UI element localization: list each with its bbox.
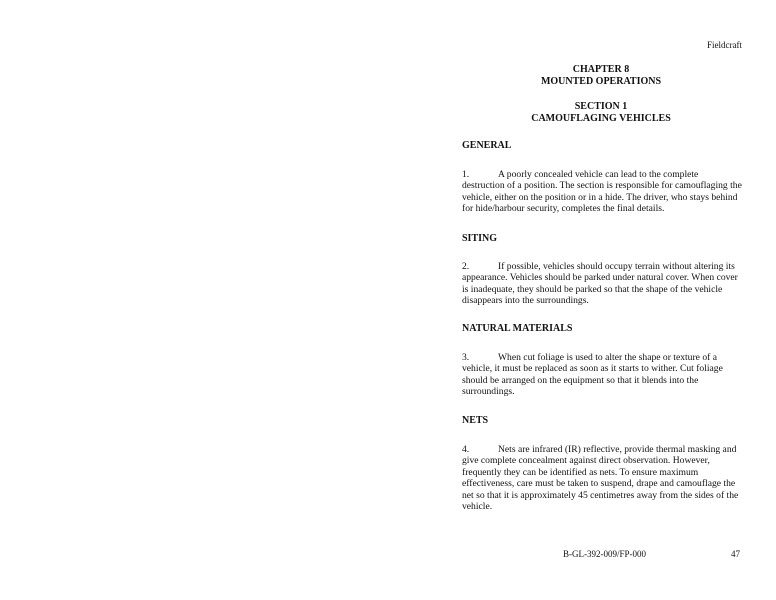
paragraph-4 <box>462 444 742 512</box>
section-title <box>462 101 740 125</box>
chapter-title <box>462 64 740 88</box>
page-number: 47 <box>731 549 740 559</box>
paragraph-number: 1. <box>462 169 470 180</box>
heading-siting: SITING <box>462 233 498 244</box>
paragraph-text: If possible, vehicles should occupy terrain without altering its appearance. Vehicles should be parked under natural cover. When cover is inadequate, they should be parked so that the shape of the vehicle disappears into the surroundings. <box>462 261 738 307</box>
paragraph-number: 3. <box>462 352 470 363</box>
paragraph-text: When cut foliage is used to alter the shape or texture of a vehicle, it must be replaced as soon as it starts to wither. Cut foliage should be arranged on the equipment so that it blends into the surroundings. <box>462 352 723 398</box>
document-code: B-GL-392-009/FP-000 <box>563 549 646 559</box>
running-head: Fieldcraft <box>707 40 742 50</box>
paragraph-number: 4. <box>462 444 470 455</box>
paragraph-2 <box>462 261 742 307</box>
paragraph-number: 2. <box>462 261 470 272</box>
chapter-name: MOUNTED OPERATIONS <box>540 76 662 87</box>
paragraph-text: Nets are infrared (IR) reflective, provide thermal masking and give complete concealment against direct observation. However, frequently they can be identified as nets. To ensure maximum effectiveness, care must be taken to suspend, drape and camouflage the net so that it is approximately 45 centimetres away from the sides of the vehicle. <box>462 444 739 513</box>
heading-general: GENERAL <box>462 140 512 151</box>
section-number: SECTION 1 <box>574 101 628 112</box>
section-name: CAMOUFLAGING VEHICLES <box>531 113 671 124</box>
paragraph-1 <box>462 169 742 215</box>
heading-nets: NETS <box>462 415 489 426</box>
paragraph-text: A poorly concealed vehicle can lead to the complete destruction of a position. The section is responsible for camouflaging the vehicle, either on the position or in a hide. The driver, who stays behind for hide/harbour security, completes the final details. <box>462 169 742 215</box>
heading-natural-materials: NATURAL MATERIALS <box>462 323 573 334</box>
chapter-number: CHAPTER 8 <box>572 64 630 75</box>
paragraph-3 <box>462 352 742 398</box>
